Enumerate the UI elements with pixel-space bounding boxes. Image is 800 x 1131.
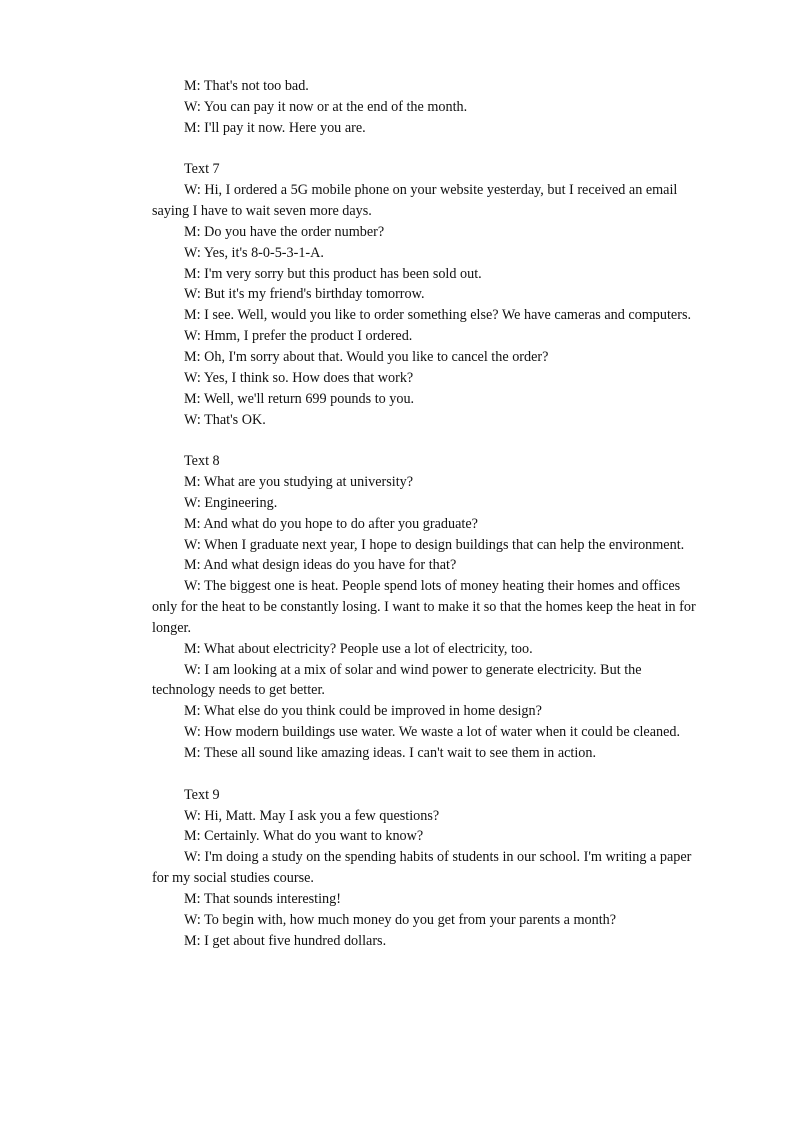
dialogue-line: W: I am looking at a mix of solar and wind power to generate electricity. But the technology needs to get better.: [152, 661, 642, 699]
dialogue-line: W: Hmm, I prefer the product I ordered.: [184, 328, 413, 345]
dialogue-line: W: You can pay it now or at the end of the month.: [184, 98, 468, 115]
dialogue-line: M: I'm very sorry but this product has been sold out.: [184, 265, 482, 282]
document-page: [152, 76, 704, 951]
dialogue-line: M: And what design ideas do you have for that?: [184, 557, 457, 574]
dialogue-line: M: Oh, I'm sorry about that. Would you like to cancel the order?: [184, 348, 549, 365]
section-spacer: [152, 764, 704, 785]
dialogue-line: M: What are you studying at university?: [184, 474, 414, 491]
dialogue-line: M: And what do you hope to do after you graduate?: [184, 515, 478, 532]
dialogue-line: M: I'll pay it now. Here you are.: [184, 119, 366, 136]
dialogue-line: W: Hi, Matt. May I ask you a few questions?: [184, 807, 440, 824]
dialogue-line: W: How modern buildings use water. We waste a lot of water when it could be cleaned.: [184, 724, 681, 741]
dialogue-line: M: Do you have the order number?: [184, 223, 385, 240]
dialogue-line: W: Hi, I ordered a 5G mobile phone on your website yesterday, but I received an email saying I have to wait seven more days.: [152, 182, 678, 220]
dialogue-line: W: To begin with, how much money do you get from your parents a month?: [184, 911, 617, 928]
section-heading: Text 8: [184, 453, 220, 470]
dialogue-line: M: These all sound like amazing ideas. I can't wait to see them in action.: [184, 745, 597, 761]
dialogue-line: M: I see. Well, would you like to order something else? We have cameras and computers.: [184, 307, 692, 324]
section-heading: Text 7: [184, 161, 220, 178]
dialogue-line: W: Yes, it's 8-0-5-3-1-A.: [184, 244, 324, 261]
dialogue-line: M: What else do you think could be improved in home design?: [184, 703, 542, 720]
dialogue-line: W: Engineering.: [184, 494, 278, 511]
dialogue-line: W: That's OK.: [184, 411, 266, 428]
dialogue-line: W: I'm doing a study on the spending habits of students in our school. I'm writing a paper for my social studies course.: [152, 849, 692, 887]
dialogue-line: W: But it's my friend's birthday tomorrow.: [184, 286, 425, 303]
dialogue-line: M: Well, we'll return 699 pounds to you.: [184, 390, 415, 407]
dialogue-line: M: That's not too bad.: [184, 78, 309, 94]
section-spacer: [152, 139, 704, 160]
dialogue-line: W: The biggest one is heat. People spend lots of money heating their homes and offices only for the heat to be constantly losing. I want to make it so that the homes keep the heat in for longer.: [152, 578, 696, 636]
dialogue-line: M: What about electricity? People use a lot of electricity, too.: [184, 640, 533, 657]
dialogue-line: W: When I graduate next year, I hope to design buildings that can help the environment.: [184, 536, 685, 553]
section-heading: Text 9: [184, 786, 220, 803]
dialogue-line: M: I get about five hundred dollars.: [184, 932, 387, 949]
section-spacer: [152, 430, 704, 451]
dialogue-line: W: Yes, I think so. How does that work?: [184, 369, 414, 386]
dialogue-line: M: That sounds interesting!: [184, 890, 341, 907]
dialogue-line: M: Certainly. What do you want to know?: [184, 828, 424, 845]
